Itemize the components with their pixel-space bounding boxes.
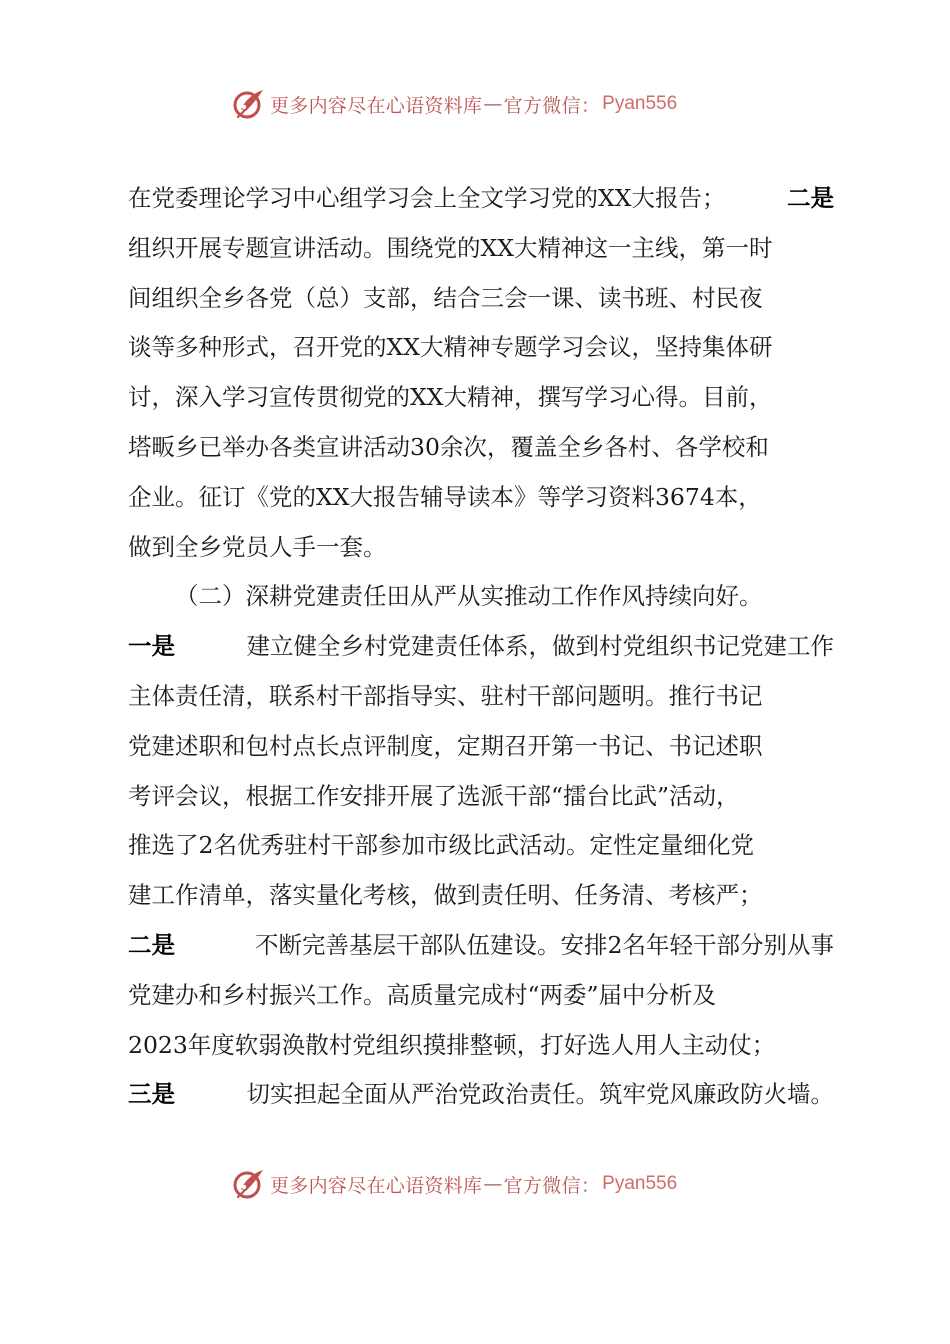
- text-line-content: 推选了2名优秀驻村干部参加市级比武活动。定性定量细化党: [128, 831, 754, 860]
- text-line-content: 党建办和乡村振兴工作。高质量完成村“两委”届中分析及: [128, 980, 717, 1009]
- watermark-id: Pyan556: [602, 1173, 678, 1194]
- text-line: [128, 821, 834, 871]
- text-line: [128, 274, 834, 324]
- text-line-content: 建立健全乡村党建责任体系，做到村党组织书记党建工作: [246, 632, 834, 661]
- text-line-content: 塔畈乡已举办各类宣讲活动30余次，覆盖全乡各村、各学校和: [128, 432, 769, 461]
- watermark-label: 官方微信：: [503, 1174, 601, 1197]
- watermark-dash: —: [483, 93, 503, 115]
- text-line: [128, 423, 834, 473]
- bold-lead-marker: 二是: [787, 184, 834, 212]
- bold-lead-marker: 一是: [128, 632, 175, 661]
- text-line-content: 做到全乡党员人手一套。: [128, 532, 387, 561]
- watermark-label: 官方微信：: [503, 94, 601, 117]
- text-line: [128, 323, 834, 373]
- text-line: [128, 373, 834, 423]
- section-heading: （二）深耕党建责任田从严从实推动工作作风持续向好。: [175, 582, 763, 611]
- text-line-content: 组织开展专题宣讲活动。围绕党的XX大精神这一主线，第一时: [128, 233, 773, 262]
- text-line: [128, 523, 834, 573]
- quill-logo-icon: [232, 87, 266, 121]
- text-line: [128, 672, 834, 722]
- text-line: [128, 622, 834, 672]
- watermark-banner-bottom: [232, 1164, 752, 1204]
- bold-lead-marker: 二是: [128, 930, 175, 959]
- text-line: [128, 473, 834, 523]
- text-line-content: 谈等多种形式，召开党的XX大精神专题学习会议，坚持集体研: [128, 333, 773, 362]
- watermark-site-text: 更多内容尽在心语资料库: [270, 1174, 483, 1197]
- text-line: [128, 971, 834, 1021]
- text-line-content: 讨，深入学习宣传贯彻党的XX大精神，撰写学习心得。目前，: [128, 383, 773, 412]
- text-line: [128, 921, 834, 971]
- text-line-content: 建工作清单，落实量化考核，做到责任明、任务清、考核严；: [128, 881, 763, 910]
- text-line: [128, 1070, 834, 1120]
- text-line-content: 考评会议，根据工作安排开展了选派干部“擂台比武”活动，: [128, 781, 740, 810]
- text-line: [128, 224, 834, 274]
- watermark-banner-top: [232, 84, 752, 124]
- text-line: [128, 174, 834, 224]
- text-line-content: 间组织全乡各党（总）支部，结合三会一课、读书班、村民夜: [128, 283, 763, 312]
- text-line-content: 切实担起全面从严治党政治责任。筑牢党风廉政防火墙。: [246, 1080, 834, 1109]
- text-line-content: 主体责任清，联系村干部指导实、驻村干部问题明。推行书记: [128, 681, 763, 710]
- text-line-content: 在党委理论学习中心组学习会上全文学习党的XX大报告；: [128, 184, 726, 212]
- quill-logo-icon: [232, 1167, 266, 1201]
- text-line-content: 2023年度软弱涣散村党组织摸排整顿，打好选人用人主动仗；: [128, 1030, 776, 1059]
- bold-lead-marker: 三是: [128, 1080, 175, 1109]
- text-line-content: 党建述职和包村点长点评制度，定期召开第一书记、书记述职: [128, 731, 763, 760]
- section-heading-line: [128, 572, 834, 622]
- text-line: [128, 722, 834, 772]
- text-line-content: 不断完善基层干部队伍建设。安排2名年轻干部分别从事: [255, 930, 834, 959]
- document-body: [128, 174, 834, 1120]
- watermark-id: Pyan556: [602, 93, 678, 114]
- text-line: [128, 772, 834, 822]
- text-line: [128, 1021, 834, 1071]
- watermark-dash: —: [483, 1173, 503, 1195]
- text-line: [128, 871, 834, 921]
- text-line-content: 企业。征订《党的XX大报告辅导读本》等学习资料3674本，: [128, 482, 762, 511]
- watermark-site-text: 更多内容尽在心语资料库: [270, 94, 483, 117]
